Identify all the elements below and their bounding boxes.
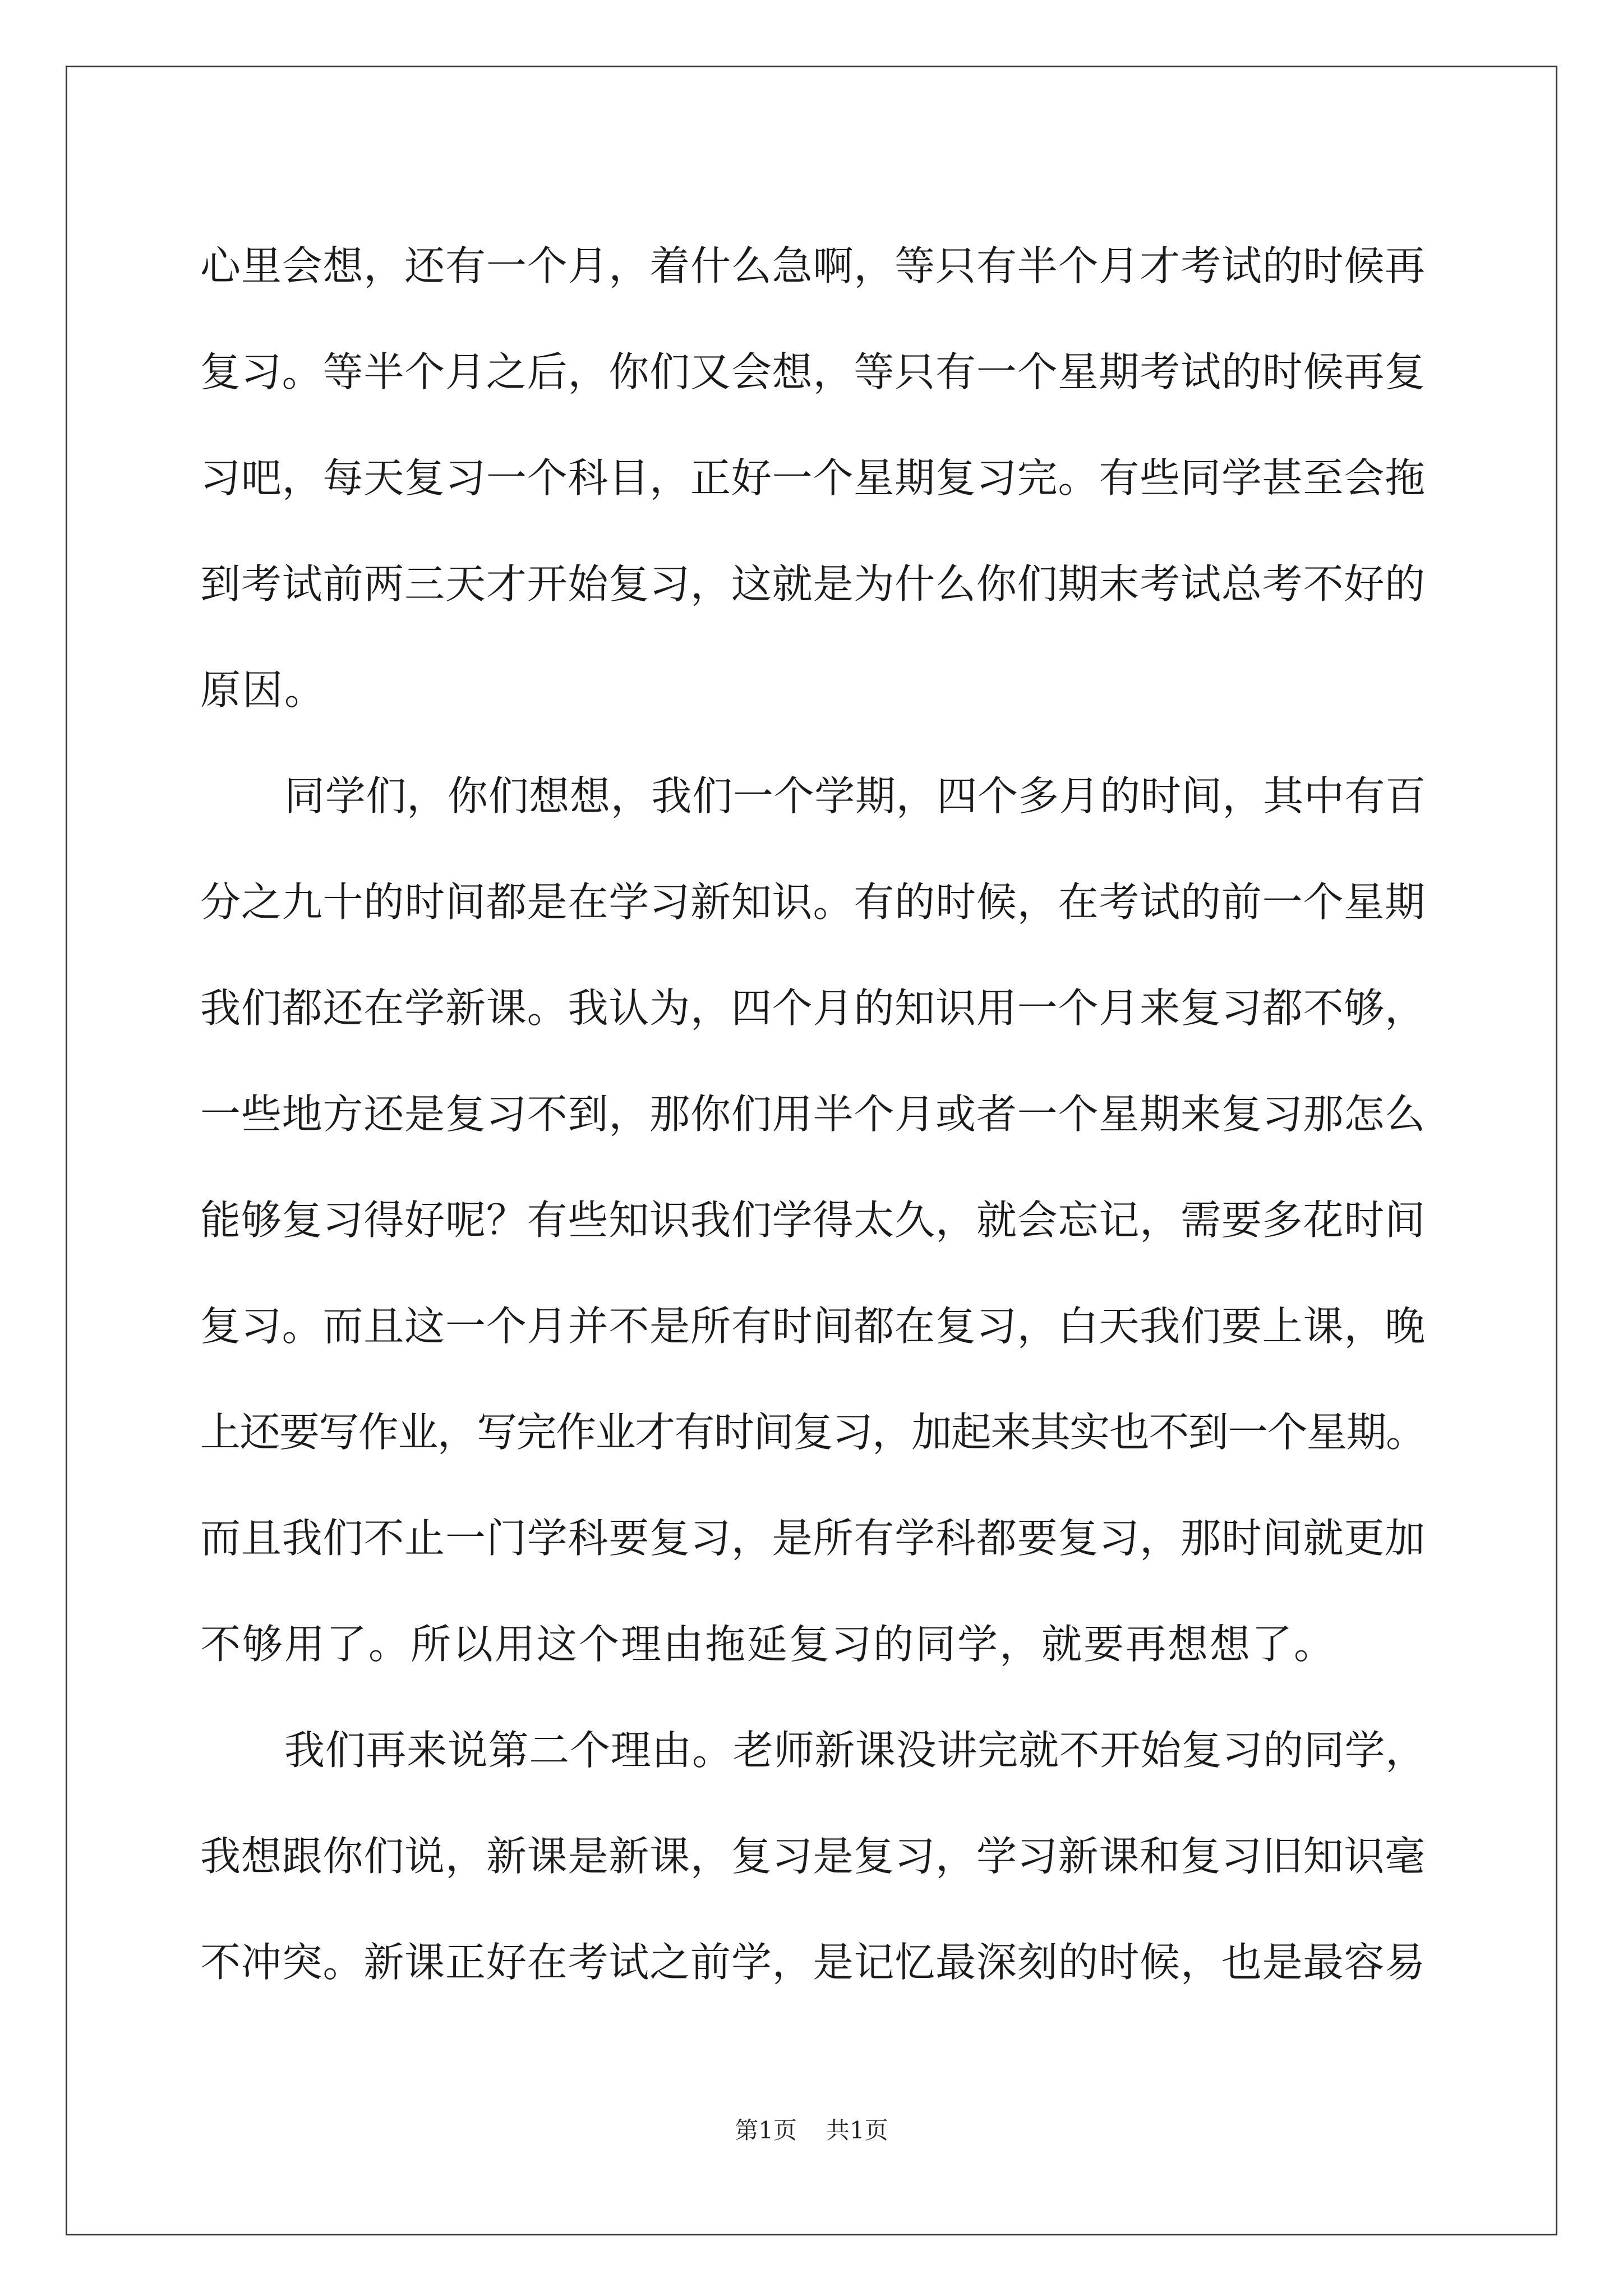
page-number: 第1页	[735, 2116, 797, 2144]
text-line: 一些地方还是复习不到，那你们用半个月或者一个星期来复习那怎么	[200, 1091, 1426, 1138]
document-body	[200, 213, 1434, 2016]
text-line: 复习。等半个月之后，你们又会想，等只有一个星期考试的时候再复	[200, 348, 1426, 395]
text-line: 分之九十的时间都是在学习新知识。有的时候，在考试的前一个星期	[200, 878, 1426, 926]
text-line: 我们都还在学新课。我认为，四个月的知识用一个月来复习都不够，	[200, 984, 1426, 1032]
text-line: 我想跟你们说，新课是新课，复习是复习，学习新课和复习旧知识毫	[200, 1833, 1426, 1880]
text-line: 能够复习得好呢？有些知识我们学得太久，就会忘记，需要多花时间	[200, 1197, 1426, 1244]
total-pages: 共1页	[826, 2116, 888, 2144]
text-line: 复习。而且这一个月并不是所有时间都在复习，白天我们要上课，晚	[200, 1303, 1426, 1350]
paragraph-2	[200, 743, 1434, 1697]
text-line: 我们再来说第二个理由。老师新课没讲完就不开始复习的同学，	[284, 1727, 1426, 1774]
paragraph-1	[200, 213, 1434, 743]
text-line: 而且我们不止一门学科要复习，是所有学科都要复习，那时间就更加	[200, 1515, 1426, 1562]
text-line: 不够用了。所以用这个理由拖延复习的同学，就要再想想了。	[200, 1621, 1336, 1668]
text-line: 不冲突。新课正好在考试之前学，是记忆最深刻的时候，也是最容易	[200, 1939, 1426, 1986]
text-line: 习吧，每天复习一个科目，正好一个星期复习完。有些同学甚至会拖	[200, 454, 1426, 501]
text-line: 原因。	[200, 666, 327, 714]
paragraph-3	[200, 1697, 1434, 2016]
text-line: 心里会想，还有一个月，着什么急啊，等只有半个月才考试的时候再	[200, 242, 1426, 289]
text-line: 同学们，你们想想，我们一个学期，四个多月的时间，其中有百	[284, 772, 1426, 820]
text-line: 到考试前两三天才开始复习，这就是为什么你们期末考试总考不好的	[200, 560, 1426, 608]
text-line: 上还要写作业，写完作业才有时间复习，加起来其实也不到一个星期。	[200, 1409, 1426, 1456]
page-footer	[0, 2114, 1623, 2147]
